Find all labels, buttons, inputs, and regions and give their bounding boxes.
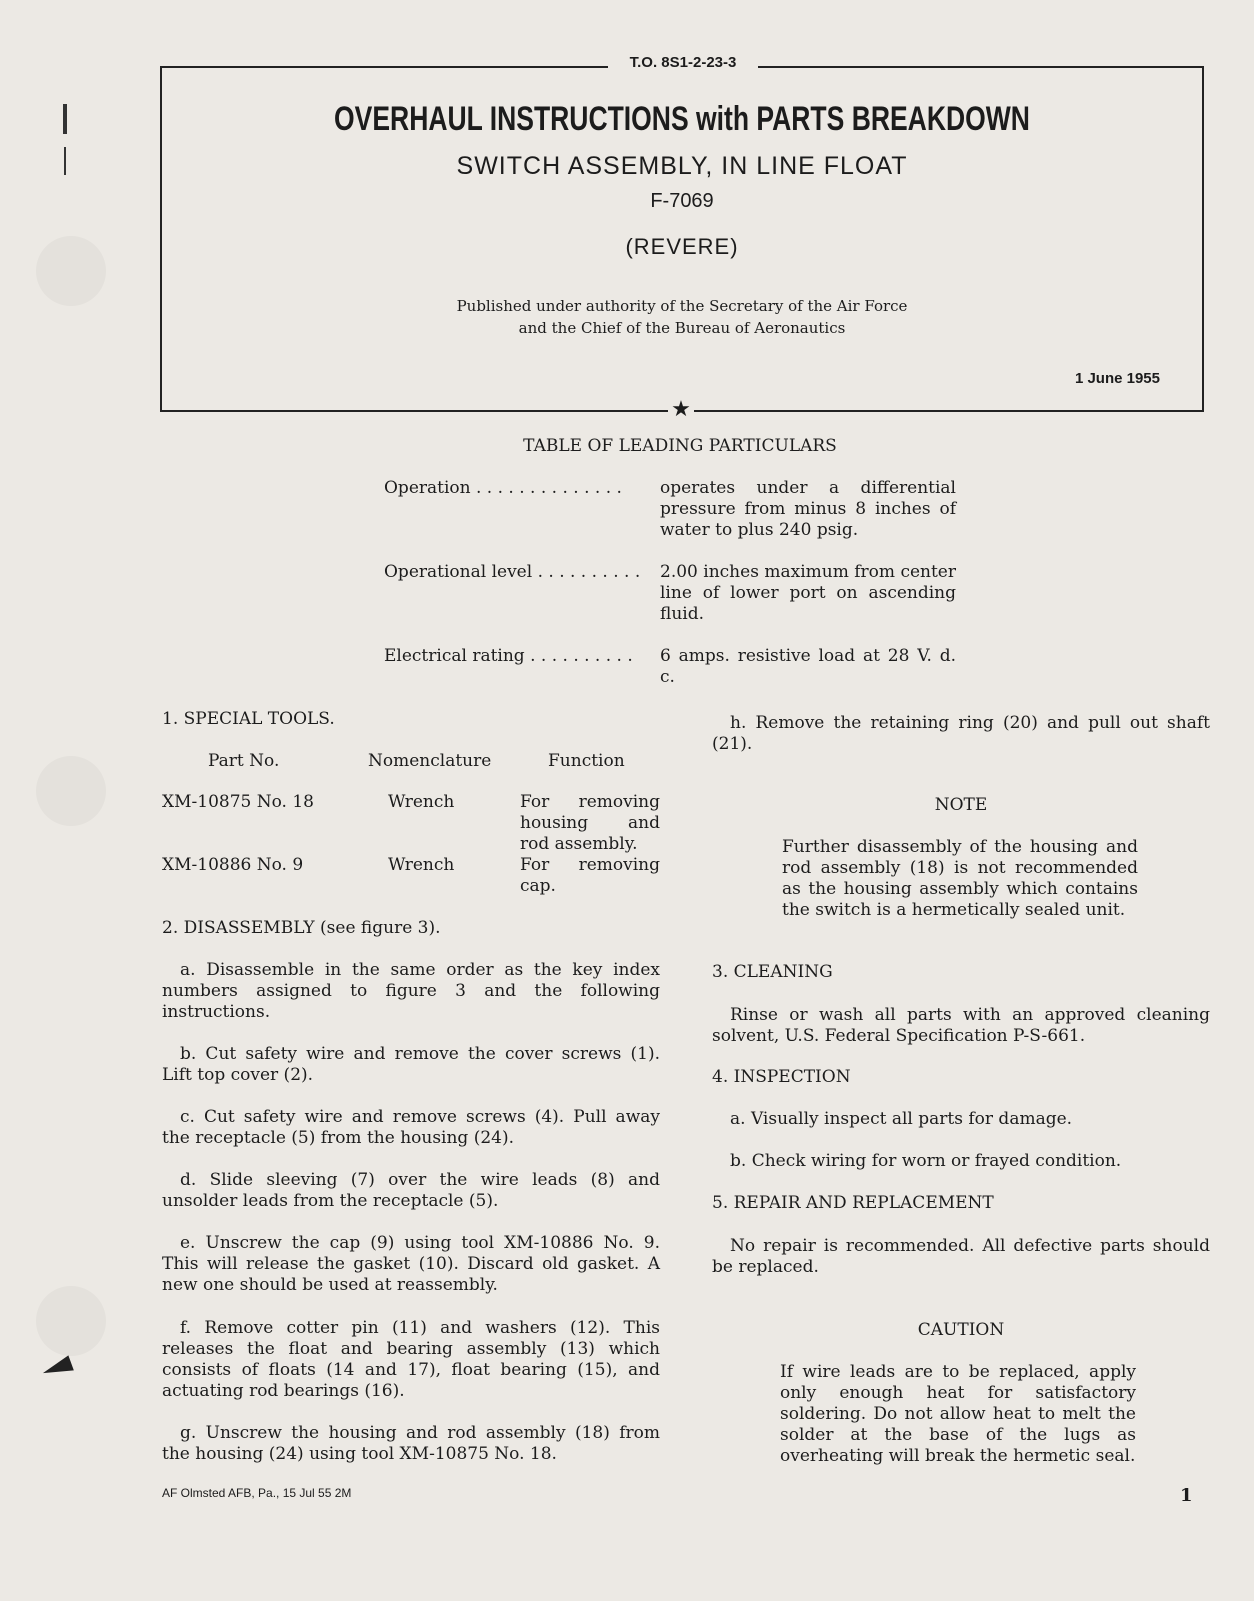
caution-body: If wire leads are to be replaced, apply only enough heat for satisfactory soldering. Do not allow heat to melt the solder at the base of the lugs as overheating will break the hermetic seal. <box>780 1362 1136 1466</box>
manufacturer: (REVERE) <box>625 234 739 259</box>
tool-function: For removing cap. <box>520 855 660 896</box>
authority-statement <box>160 295 1204 339</box>
to-number: T.O. 8S1-2-23-3 <box>608 54 758 71</box>
section-heading-repair: 5. REPAIR AND REPLACEMENT <box>712 1193 994 1213</box>
publication-date: 1 June 1955 <box>1074 370 1160 387</box>
step-c: c. Cut safety wire and remove screws (4). Pull away the receptacle (5) from the housing (24). <box>162 1107 660 1148</box>
punch-hole <box>36 236 106 306</box>
tool-part-number: XM-10886 No. 9 <box>162 855 304 875</box>
particular-label: Electrical rating . . . . . . . . . . <box>384 646 633 666</box>
section-heading-special-tools: 1. SPECIAL TOOLS. <box>162 709 335 729</box>
step-b: b. Cut safety wire and remove the cover screws (1). Lift top cover (2). <box>162 1044 660 1085</box>
star-icon: ★ <box>668 397 694 423</box>
section-heading-disassembly: 2. DISASSEMBLY (see figure 3). <box>162 918 441 938</box>
cleaning-body: Rinse or wash all parts with an approved cleaning solvent, U.S. Federal Specification P-S-661. <box>712 1005 1210 1046</box>
scan-mark <box>64 147 66 175</box>
print-imprint: AF Olmsted AFB, Pa., 15 Jul 55 2M <box>162 1486 352 1500</box>
section-heading-cleaning: 3. CLEANING <box>712 962 833 982</box>
scan-mark <box>63 104 67 134</box>
caution-title: CAUTION <box>917 1320 1005 1340</box>
inspection-step-b: b. Check wiring for worn or frayed condition. <box>730 1151 1122 1171</box>
page-number: 1 <box>1180 1485 1193 1506</box>
note-title: NOTE <box>934 795 988 815</box>
authority-line: Published under authority of the Secretary of the Air Force <box>456 297 908 315</box>
scan-arrow-mark <box>40 1355 74 1380</box>
step-f: f. Remove cotter pin (11) and washers (12). This releases the float and bearing assembly (13) which consists of floats (14 and 17), float bearing (15), and actuating rod bearings (16). <box>162 1318 660 1401</box>
particular-value: operates under a differential pressure from minus 8 inches of water to plus 240 psig. <box>660 478 956 540</box>
particular-label: Operational level . . . . . . . . . . <box>384 562 641 582</box>
tool-part-number: XM-10875 No. 18 <box>162 792 314 812</box>
punch-hole <box>36 756 106 826</box>
step-a: a. Disassemble in the same order as the key index numbers assigned to figure 3 and the following instructions. <box>162 960 660 1022</box>
step-g: g. Unscrew the housing and rod assembly (18) from the housing (24) using tool XM-10875 No. 18. <box>162 1423 660 1464</box>
tool-nomenclature: Wrench <box>388 855 455 875</box>
authority-line: and the Chief of the Bureau of Aeronautics <box>518 319 846 337</box>
document-subtitle: SWITCH ASSEMBLY, IN LINE FLOAT <box>456 152 908 180</box>
particulars-title: TABLE OF LEADING PARTICULARS <box>523 436 837 456</box>
document-title: OVERHAUL INSTRUCTIONS with PARTS BREAKDOWN <box>334 100 1030 138</box>
tools-header-function: Function <box>548 751 625 771</box>
inspection-step-a: a. Visually inspect all parts for damage. <box>730 1109 1073 1129</box>
particular-label: Operation . . . . . . . . . . . . . . <box>384 478 622 498</box>
model-number: F-7069 <box>650 190 714 212</box>
repair-body: No repair is recommended. All defective parts should be replaced. <box>712 1236 1210 1277</box>
tools-header-part: Part No. <box>208 751 280 771</box>
step-h: h. Remove the retaining ring (20) and pull out shaft (21). <box>712 713 1210 754</box>
particular-value: 2.00 inches maximum from center line of lower port on ascending fluid. <box>660 562 956 624</box>
step-d: d. Slide sleeving (7) over the wire leads (8) and unsolder leads from the receptacle (5). <box>162 1170 660 1211</box>
particular-value: 6 amps. resistive load at 28 V. d. c. <box>660 646 956 687</box>
punch-hole <box>36 1286 106 1356</box>
section-heading-inspection: 4. INSPECTION <box>712 1067 851 1087</box>
step-e: e. Unscrew the cap (9) using tool XM-10886 No. 9. This will release the gasket (10). Discard old gasket. A new one should be used at reassembly. <box>162 1233 660 1295</box>
tool-nomenclature: Wrench <box>388 792 455 812</box>
tool-function: For removing housing and rod assembly. <box>520 792 660 854</box>
tools-header-nomenclature: Nomenclature <box>368 751 492 771</box>
note-body: Further disassembly of the housing and rod assembly (18) is not recommended as the housing assembly which contains the switch is a hermetically sealed unit. <box>782 837 1138 920</box>
